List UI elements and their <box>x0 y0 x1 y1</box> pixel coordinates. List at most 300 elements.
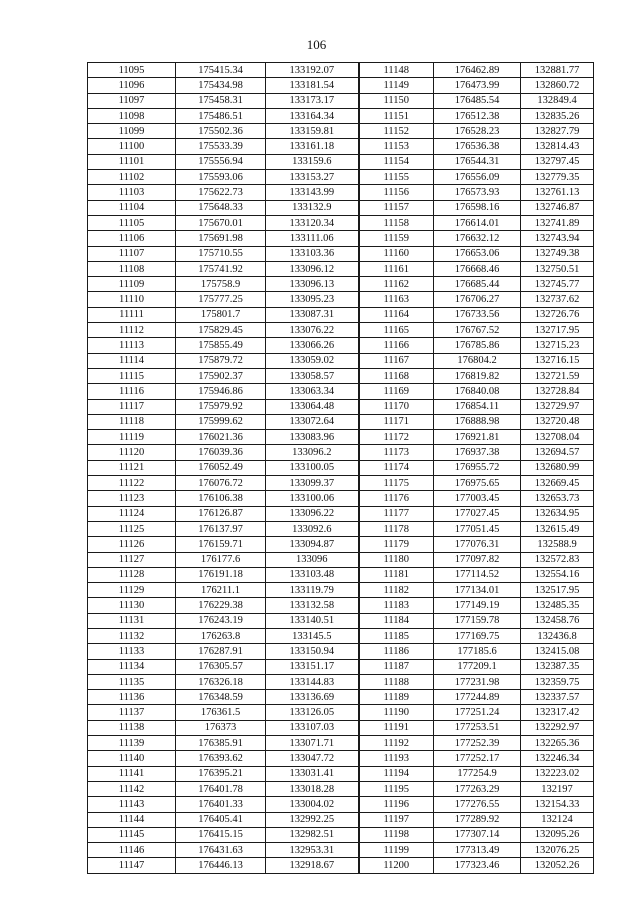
cell-point-number: 11146 <box>88 843 176 858</box>
cell-x-coordinate: 175622.73 <box>176 185 266 200</box>
cell-x-coordinate: 177289.92 <box>434 812 521 827</box>
table-row <box>88 445 594 460</box>
cell-y-coordinate: 133059.02 <box>266 353 359 368</box>
cell-point-number: 11153 <box>359 139 434 154</box>
cell-y-coordinate: 132197 <box>521 781 594 796</box>
cell-point-number: 11148 <box>359 63 434 78</box>
cell-point-number: 11098 <box>88 108 176 123</box>
cell-x-coordinate: 176668.46 <box>434 261 521 276</box>
table-row <box>88 368 594 383</box>
cell-x-coordinate: 177149.19 <box>434 598 521 613</box>
table-row <box>88 353 594 368</box>
cell-x-coordinate: 175691.98 <box>176 231 266 246</box>
cell-point-number: 11175 <box>359 476 434 491</box>
cell-y-coordinate: 132881.77 <box>521 63 594 78</box>
cell-point-number: 11157 <box>359 200 434 215</box>
cell-point-number: 11139 <box>88 736 176 751</box>
cell-y-coordinate: 132716.15 <box>521 353 594 368</box>
cell-x-coordinate: 176126.87 <box>176 506 266 521</box>
cell-point-number: 11123 <box>88 491 176 506</box>
cell-point-number: 11200 <box>359 858 434 873</box>
table-row <box>88 307 594 322</box>
cell-y-coordinate: 133076.22 <box>266 323 359 338</box>
cell-x-coordinate: 176137.97 <box>176 521 266 536</box>
table-row <box>88 63 594 78</box>
cell-x-coordinate: 176348.59 <box>176 690 266 705</box>
cell-y-coordinate: 132717.95 <box>521 323 594 338</box>
cell-y-coordinate: 133143.99 <box>266 185 359 200</box>
cell-point-number: 11138 <box>88 720 176 735</box>
cell-y-coordinate: 133094.87 <box>266 537 359 552</box>
cell-point-number: 11129 <box>88 583 176 598</box>
cell-y-coordinate: 132154.33 <box>521 797 594 812</box>
cell-x-coordinate: 176177.6 <box>176 552 266 567</box>
table-row <box>88 567 594 582</box>
cell-y-coordinate: 132761.13 <box>521 185 594 200</box>
cell-x-coordinate: 176685.44 <box>434 277 521 292</box>
table-row <box>88 215 594 230</box>
cell-point-number: 11167 <box>359 353 434 368</box>
cell-y-coordinate: 133136.69 <box>266 690 359 705</box>
cell-point-number: 11184 <box>359 613 434 628</box>
cell-y-coordinate: 132749.38 <box>521 246 594 261</box>
table-row <box>88 261 594 276</box>
cell-y-coordinate: 132292.97 <box>521 720 594 735</box>
cell-x-coordinate: 175829.45 <box>176 323 266 338</box>
table-row <box>88 78 594 93</box>
cell-y-coordinate: 133099.37 <box>266 476 359 491</box>
cell-point-number: 11099 <box>88 124 176 139</box>
cell-y-coordinate: 132835.26 <box>521 108 594 123</box>
cell-x-coordinate: 177252.17 <box>434 751 521 766</box>
cell-y-coordinate: 133087.31 <box>266 307 359 322</box>
cell-point-number: 11140 <box>88 751 176 766</box>
cell-x-coordinate: 175502.36 <box>176 124 266 139</box>
table-row <box>88 827 594 842</box>
cell-x-coordinate: 176395.21 <box>176 766 266 781</box>
table-row <box>88 460 594 475</box>
table-row <box>88 521 594 536</box>
cell-x-coordinate: 175415.34 <box>176 63 266 78</box>
cell-point-number: 11141 <box>88 766 176 781</box>
cell-x-coordinate: 176473.99 <box>434 78 521 93</box>
table-row <box>88 858 594 873</box>
table-row <box>88 797 594 812</box>
cell-y-coordinate: 133153.27 <box>266 170 359 185</box>
cell-point-number: 11100 <box>88 139 176 154</box>
cell-y-coordinate: 132953.31 <box>266 843 359 858</box>
cell-x-coordinate: 176556.09 <box>434 170 521 185</box>
cell-point-number: 11115 <box>88 368 176 383</box>
cell-y-coordinate: 132223.02 <box>521 766 594 781</box>
cell-point-number: 11103 <box>88 185 176 200</box>
cell-x-coordinate: 176401.33 <box>176 797 266 812</box>
cell-point-number: 11104 <box>88 200 176 215</box>
cell-y-coordinate: 132728.84 <box>521 384 594 399</box>
cell-y-coordinate: 133159.81 <box>266 124 359 139</box>
table-row <box>88 124 594 139</box>
cell-y-coordinate: 132052.26 <box>521 858 594 873</box>
cell-x-coordinate: 176393.62 <box>176 751 266 766</box>
cell-point-number: 11106 <box>88 231 176 246</box>
cell-point-number: 11124 <box>88 506 176 521</box>
cell-y-coordinate: 132124 <box>521 812 594 827</box>
cell-x-coordinate: 176401.78 <box>176 781 266 796</box>
table-row <box>88 323 594 338</box>
cell-x-coordinate: 177097.82 <box>434 552 521 567</box>
cell-point-number: 11176 <box>359 491 434 506</box>
cell-y-coordinate: 132720.48 <box>521 414 594 429</box>
cell-y-coordinate: 133173.17 <box>266 93 359 108</box>
cell-point-number: 11145 <box>88 827 176 842</box>
cell-point-number: 11109 <box>88 277 176 292</box>
cell-y-coordinate: 132779.35 <box>521 170 594 185</box>
cell-point-number: 11182 <box>359 583 434 598</box>
cell-x-coordinate: 175556.94 <box>176 154 266 169</box>
cell-x-coordinate: 177307.14 <box>434 827 521 842</box>
table-row <box>88 598 594 613</box>
table-row <box>88 659 594 674</box>
cell-point-number: 11197 <box>359 812 434 827</box>
table-row <box>88 644 594 659</box>
table-row <box>88 766 594 781</box>
cell-x-coordinate: 176229.38 <box>176 598 266 613</box>
cell-point-number: 11117 <box>88 399 176 414</box>
cell-point-number: 11150 <box>359 93 434 108</box>
cell-point-number: 11137 <box>88 705 176 720</box>
cell-x-coordinate: 176211.1 <box>176 583 266 598</box>
cell-point-number: 11191 <box>359 720 434 735</box>
cell-point-number: 11190 <box>359 705 434 720</box>
cell-point-number: 11095 <box>88 63 176 78</box>
cell-y-coordinate: 132797.45 <box>521 154 594 169</box>
cell-x-coordinate: 177253.51 <box>434 720 521 735</box>
cell-y-coordinate: 133164.34 <box>266 108 359 123</box>
table-row <box>88 338 594 353</box>
cell-x-coordinate: 175801.7 <box>176 307 266 322</box>
cell-y-coordinate: 133071.71 <box>266 736 359 751</box>
table-row <box>88 200 594 215</box>
cell-point-number: 11096 <box>88 78 176 93</box>
cell-point-number: 11127 <box>88 552 176 567</box>
cell-y-coordinate: 133103.48 <box>266 567 359 582</box>
cell-x-coordinate: 175648.33 <box>176 200 266 215</box>
cell-y-coordinate: 132814.43 <box>521 139 594 154</box>
cell-x-coordinate: 177185.6 <box>434 644 521 659</box>
cell-point-number: 11180 <box>359 552 434 567</box>
cell-y-coordinate: 133096.12 <box>266 261 359 276</box>
table-row <box>88 736 594 751</box>
cell-x-coordinate: 176598.16 <box>434 200 521 215</box>
cell-point-number: 11130 <box>88 598 176 613</box>
table-body <box>88 63 594 874</box>
cell-point-number: 11142 <box>88 781 176 796</box>
cell-y-coordinate: 132669.45 <box>521 476 594 491</box>
cell-point-number: 11147 <box>88 858 176 873</box>
cell-y-coordinate: 132918.67 <box>266 858 359 873</box>
table-row <box>88 583 594 598</box>
cell-x-coordinate: 177276.55 <box>434 797 521 812</box>
cell-point-number: 11134 <box>88 659 176 674</box>
cell-point-number: 11105 <box>88 215 176 230</box>
cell-x-coordinate: 176431.63 <box>176 843 266 858</box>
cell-point-number: 11166 <box>359 338 434 353</box>
cell-point-number: 11136 <box>88 690 176 705</box>
cell-x-coordinate: 176819.82 <box>434 368 521 383</box>
cell-point-number: 11101 <box>88 154 176 169</box>
table-row <box>88 720 594 735</box>
cell-point-number: 11110 <box>88 292 176 307</box>
cell-x-coordinate: 176039.36 <box>176 445 266 460</box>
cell-point-number: 11120 <box>88 445 176 460</box>
cell-y-coordinate: 132095.26 <box>521 827 594 842</box>
cell-x-coordinate: 176840.08 <box>434 384 521 399</box>
cell-x-coordinate: 175758.9 <box>176 277 266 292</box>
table-row <box>88 552 594 567</box>
cell-point-number: 11156 <box>359 185 434 200</box>
cell-y-coordinate: 132992.25 <box>266 812 359 827</box>
cell-point-number: 11173 <box>359 445 434 460</box>
cell-point-number: 11165 <box>359 323 434 338</box>
cell-point-number: 11118 <box>88 414 176 429</box>
cell-x-coordinate: 176921.81 <box>434 430 521 445</box>
cell-point-number: 11181 <box>359 567 434 582</box>
cell-x-coordinate: 176955.72 <box>434 460 521 475</box>
cell-x-coordinate: 176021.36 <box>176 430 266 445</box>
cell-y-coordinate: 132359.75 <box>521 674 594 689</box>
table-row <box>88 154 594 169</box>
cell-y-coordinate: 133181.54 <box>266 78 359 93</box>
table-row <box>88 231 594 246</box>
cell-y-coordinate: 133119.79 <box>266 583 359 598</box>
cell-point-number: 11185 <box>359 628 434 643</box>
cell-x-coordinate: 176536.38 <box>434 139 521 154</box>
cell-y-coordinate: 133151.17 <box>266 659 359 674</box>
cell-x-coordinate: 177169.75 <box>434 628 521 643</box>
cell-y-coordinate: 132694.57 <box>521 445 594 460</box>
cell-y-coordinate: 132337.57 <box>521 690 594 705</box>
cell-point-number: 11172 <box>359 430 434 445</box>
cell-y-coordinate: 133132.9 <box>266 200 359 215</box>
cell-y-coordinate: 132317.42 <box>521 705 594 720</box>
cell-y-coordinate: 132849.4 <box>521 93 594 108</box>
cell-y-coordinate: 132743.94 <box>521 231 594 246</box>
table-row <box>88 843 594 858</box>
cell-point-number: 11114 <box>88 353 176 368</box>
cell-point-number: 11171 <box>359 414 434 429</box>
cell-point-number: 11107 <box>88 246 176 261</box>
cell-x-coordinate: 177251.24 <box>434 705 521 720</box>
cell-y-coordinate: 133095.23 <box>266 292 359 307</box>
cell-x-coordinate: 175434.98 <box>176 78 266 93</box>
cell-y-coordinate: 132746.87 <box>521 200 594 215</box>
cell-x-coordinate: 176446.13 <box>176 858 266 873</box>
cell-x-coordinate: 176106.38 <box>176 491 266 506</box>
cell-x-coordinate: 176804.2 <box>434 353 521 368</box>
table-row <box>88 506 594 521</box>
cell-x-coordinate: 177114.52 <box>434 567 521 582</box>
cell-y-coordinate: 132721.59 <box>521 368 594 383</box>
table-row <box>88 93 594 108</box>
cell-point-number: 11112 <box>88 323 176 338</box>
table-row <box>88 537 594 552</box>
cell-y-coordinate: 133132.58 <box>266 598 359 613</box>
cell-x-coordinate: 176975.65 <box>434 476 521 491</box>
cell-x-coordinate: 176485.54 <box>434 93 521 108</box>
cell-x-coordinate: 175879.72 <box>176 353 266 368</box>
cell-point-number: 11187 <box>359 659 434 674</box>
cell-point-number: 11125 <box>88 521 176 536</box>
cell-x-coordinate: 176405.41 <box>176 812 266 827</box>
cell-x-coordinate: 176653.06 <box>434 246 521 261</box>
table-row <box>88 476 594 491</box>
cell-y-coordinate: 133103.36 <box>266 246 359 261</box>
table-row <box>88 414 594 429</box>
cell-point-number: 11144 <box>88 812 176 827</box>
cell-x-coordinate: 177134.01 <box>434 583 521 598</box>
cell-x-coordinate: 176415.15 <box>176 827 266 842</box>
cell-x-coordinate: 177027.45 <box>434 506 521 521</box>
cell-x-coordinate: 176544.31 <box>434 154 521 169</box>
cell-x-coordinate: 176191.18 <box>176 567 266 582</box>
cell-y-coordinate: 132708.04 <box>521 430 594 445</box>
cell-point-number: 11108 <box>88 261 176 276</box>
cell-point-number: 11113 <box>88 338 176 353</box>
cell-x-coordinate: 175979.92 <box>176 399 266 414</box>
table-row <box>88 674 594 689</box>
cell-x-coordinate: 175458.31 <box>176 93 266 108</box>
cell-x-coordinate: 176305.57 <box>176 659 266 674</box>
cell-x-coordinate: 176767.52 <box>434 323 521 338</box>
cell-y-coordinate: 133031.41 <box>266 766 359 781</box>
cell-point-number: 11097 <box>88 93 176 108</box>
cell-x-coordinate: 175946.86 <box>176 384 266 399</box>
table-row <box>88 430 594 445</box>
cell-x-coordinate: 176326.18 <box>176 674 266 689</box>
cell-point-number: 11143 <box>88 797 176 812</box>
cell-x-coordinate: 176888.98 <box>434 414 521 429</box>
cell-y-coordinate: 133063.34 <box>266 384 359 399</box>
cell-y-coordinate: 132745.77 <box>521 277 594 292</box>
coordinates-table <box>87 62 594 874</box>
cell-y-coordinate: 133192.07 <box>266 63 359 78</box>
cell-y-coordinate: 132750.51 <box>521 261 594 276</box>
cell-y-coordinate: 132726.76 <box>521 307 594 322</box>
cell-x-coordinate: 175670.01 <box>176 215 266 230</box>
cell-x-coordinate: 176373 <box>176 720 266 735</box>
cell-y-coordinate: 132634.95 <box>521 506 594 521</box>
cell-x-coordinate: 177159.78 <box>434 613 521 628</box>
cell-x-coordinate: 176385.91 <box>176 736 266 751</box>
cell-x-coordinate: 175741.92 <box>176 261 266 276</box>
cell-y-coordinate: 132982.51 <box>266 827 359 842</box>
table-row <box>88 399 594 414</box>
cell-x-coordinate: 176263.8 <box>176 628 266 643</box>
cell-y-coordinate: 132615.49 <box>521 521 594 536</box>
cell-x-coordinate: 176159.71 <box>176 537 266 552</box>
cell-x-coordinate: 177254.9 <box>434 766 521 781</box>
cell-x-coordinate: 176287.91 <box>176 644 266 659</box>
cell-y-coordinate: 133107.03 <box>266 720 359 735</box>
cell-point-number: 11160 <box>359 246 434 261</box>
cell-point-number: 11128 <box>88 567 176 582</box>
cell-x-coordinate: 177323.46 <box>434 858 521 873</box>
cell-x-coordinate: 177051.45 <box>434 521 521 536</box>
table-row <box>88 491 594 506</box>
cell-x-coordinate: 176243.19 <box>176 613 266 628</box>
cell-point-number: 11168 <box>359 368 434 383</box>
cell-x-coordinate: 176785.86 <box>434 338 521 353</box>
cell-point-number: 11111 <box>88 307 176 322</box>
cell-point-number: 11194 <box>359 766 434 781</box>
cell-x-coordinate: 176512.38 <box>434 108 521 123</box>
cell-point-number: 11163 <box>359 292 434 307</box>
cell-point-number: 11174 <box>359 460 434 475</box>
table-row <box>88 628 594 643</box>
cell-x-coordinate: 175999.62 <box>176 414 266 429</box>
cell-point-number: 11126 <box>88 537 176 552</box>
cell-y-coordinate: 132415.08 <box>521 644 594 659</box>
table-row <box>88 185 594 200</box>
cell-point-number: 11192 <box>359 736 434 751</box>
cell-y-coordinate: 133111.06 <box>266 231 359 246</box>
cell-y-coordinate: 133064.48 <box>266 399 359 414</box>
cell-x-coordinate: 177209.1 <box>434 659 521 674</box>
cell-y-coordinate: 133096.2 <box>266 445 359 460</box>
cell-y-coordinate: 132860.72 <box>521 78 594 93</box>
cell-x-coordinate: 177231.98 <box>434 674 521 689</box>
cell-y-coordinate: 133004.02 <box>266 797 359 812</box>
cell-point-number: 11198 <box>359 827 434 842</box>
cell-x-coordinate: 175486.51 <box>176 108 266 123</box>
cell-x-coordinate: 177263.29 <box>434 781 521 796</box>
cell-x-coordinate: 175593.06 <box>176 170 266 185</box>
table-row <box>88 170 594 185</box>
table-row <box>88 246 594 261</box>
cell-point-number: 11186 <box>359 644 434 659</box>
cell-x-coordinate: 176528.23 <box>434 124 521 139</box>
cell-point-number: 11102 <box>88 170 176 185</box>
cell-point-number: 11162 <box>359 277 434 292</box>
cell-y-coordinate: 133096 <box>266 552 359 567</box>
cell-y-coordinate: 133159.6 <box>266 154 359 169</box>
cell-y-coordinate: 132680.99 <box>521 460 594 475</box>
cell-y-coordinate: 132572.83 <box>521 552 594 567</box>
cell-y-coordinate: 133145.5 <box>266 628 359 643</box>
cell-point-number: 11193 <box>359 751 434 766</box>
cell-point-number: 11161 <box>359 261 434 276</box>
cell-point-number: 11119 <box>88 430 176 445</box>
cell-point-number: 11169 <box>359 384 434 399</box>
cell-point-number: 11116 <box>88 384 176 399</box>
cell-point-number: 11154 <box>359 154 434 169</box>
cell-y-coordinate: 133140.51 <box>266 613 359 628</box>
cell-y-coordinate: 133120.34 <box>266 215 359 230</box>
cell-point-number: 11133 <box>88 644 176 659</box>
cell-x-coordinate: 177244.89 <box>434 690 521 705</box>
cell-x-coordinate: 176733.56 <box>434 307 521 322</box>
cell-y-coordinate: 133018.28 <box>266 781 359 796</box>
cell-x-coordinate: 176706.27 <box>434 292 521 307</box>
cell-point-number: 11179 <box>359 537 434 552</box>
cell-point-number: 11158 <box>359 215 434 230</box>
cell-y-coordinate: 133066.26 <box>266 338 359 353</box>
cell-x-coordinate: 176614.01 <box>434 215 521 230</box>
cell-y-coordinate: 132387.35 <box>521 659 594 674</box>
cell-point-number: 11188 <box>359 674 434 689</box>
cell-point-number: 11151 <box>359 108 434 123</box>
cell-y-coordinate: 133092.6 <box>266 521 359 536</box>
